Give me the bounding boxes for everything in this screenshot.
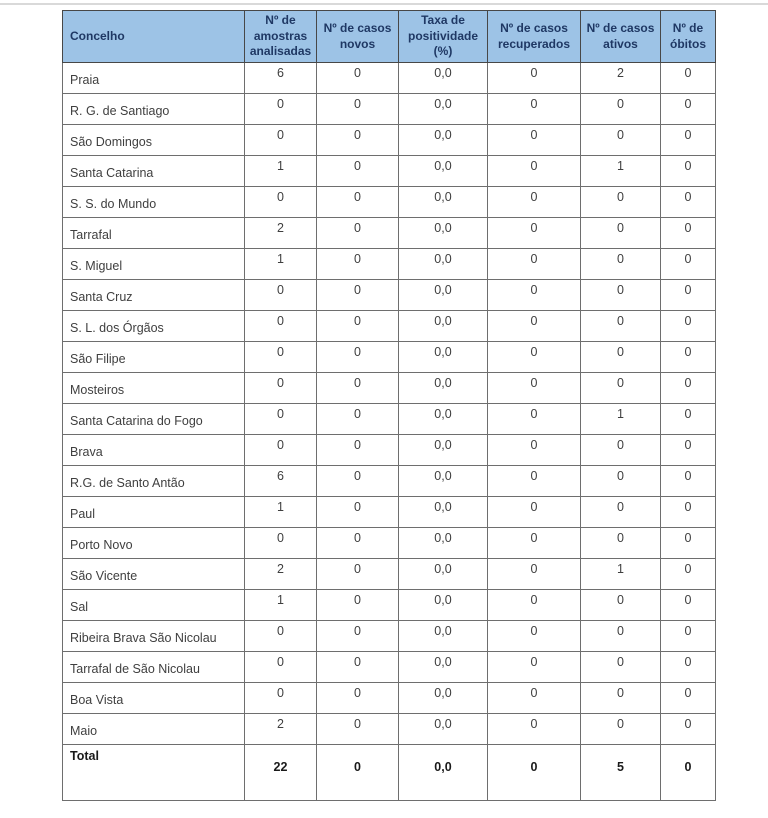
cell-novos: 0 — [317, 466, 399, 497]
total-novos: 0 — [317, 745, 399, 801]
cell-concelho: Tarrafal — [63, 218, 245, 249]
cell-amostras: 0 — [245, 125, 317, 156]
cell-obitos: 0 — [661, 249, 716, 280]
cell-ativos: 0 — [581, 125, 661, 156]
cell-novos: 0 — [317, 621, 399, 652]
cell-amostras: 1 — [245, 590, 317, 621]
cell-concelho: S. S. do Mundo — [63, 187, 245, 218]
cell-concelho: R.G. de Santo Antão — [63, 466, 245, 497]
cell-ativos: 0 — [581, 249, 661, 280]
total-row — [63, 745, 716, 801]
cell-recuperados: 0 — [488, 342, 581, 373]
cell-taxa: 0,0 — [399, 497, 488, 528]
cell-novos: 0 — [317, 652, 399, 683]
cell-amostras: 0 — [245, 435, 317, 466]
cell-concelho: Paul — [63, 497, 245, 528]
table-row — [63, 218, 716, 249]
cell-novos: 0 — [317, 280, 399, 311]
cell-taxa: 0,0 — [399, 714, 488, 745]
cell-novos: 0 — [317, 94, 399, 125]
report-table-container — [62, 10, 716, 801]
cell-recuperados: 0 — [488, 156, 581, 187]
cell-taxa: 0,0 — [399, 187, 488, 218]
cell-novos: 0 — [317, 342, 399, 373]
table-row — [63, 280, 716, 311]
cell-concelho: Santa Cruz — [63, 280, 245, 311]
cell-taxa: 0,0 — [399, 218, 488, 249]
cell-obitos: 0 — [661, 466, 716, 497]
table-row — [63, 125, 716, 156]
table-row — [63, 559, 716, 590]
table-row — [63, 497, 716, 528]
cell-obitos: 0 — [661, 652, 716, 683]
cell-recuperados: 0 — [488, 621, 581, 652]
table-row — [63, 714, 716, 745]
cell-concelho: São Filipe — [63, 342, 245, 373]
cell-ativos: 0 — [581, 714, 661, 745]
cell-taxa: 0,0 — [399, 652, 488, 683]
cell-recuperados: 0 — [488, 652, 581, 683]
cell-taxa: 0,0 — [399, 466, 488, 497]
cell-taxa: 0,0 — [399, 435, 488, 466]
cell-taxa: 0,0 — [399, 125, 488, 156]
cell-obitos: 0 — [661, 94, 716, 125]
column-header-ativos: Nº de casos ativos — [581, 11, 661, 63]
cell-concelho: R. G. de Santiago — [63, 94, 245, 125]
table-row — [63, 94, 716, 125]
cell-recuperados: 0 — [488, 280, 581, 311]
cell-recuperados: 0 — [488, 435, 581, 466]
header-row — [63, 11, 716, 63]
cell-novos: 0 — [317, 404, 399, 435]
cell-recuperados: 0 — [488, 466, 581, 497]
cell-amostras: 2 — [245, 559, 317, 590]
cell-concelho: Praia — [63, 63, 245, 94]
cell-taxa: 0,0 — [399, 249, 488, 280]
cell-taxa: 0,0 — [399, 280, 488, 311]
cell-taxa: 0,0 — [399, 94, 488, 125]
cell-obitos: 0 — [661, 280, 716, 311]
cell-recuperados: 0 — [488, 497, 581, 528]
total-ativos: 5 — [581, 745, 661, 801]
cell-amostras: 0 — [245, 683, 317, 714]
cell-novos: 0 — [317, 125, 399, 156]
table-row — [63, 466, 716, 497]
cell-ativos: 0 — [581, 528, 661, 559]
cell-concelho: São Vicente — [63, 559, 245, 590]
cell-ativos: 2 — [581, 63, 661, 94]
cell-concelho: S. Miguel — [63, 249, 245, 280]
cell-novos: 0 — [317, 559, 399, 590]
cell-concelho: Boa Vista — [63, 683, 245, 714]
cell-concelho: São Domingos — [63, 125, 245, 156]
cell-concelho: S. L. dos Órgãos — [63, 311, 245, 342]
table-row — [63, 590, 716, 621]
cell-taxa: 0,0 — [399, 373, 488, 404]
table-row — [63, 404, 716, 435]
cell-recuperados: 0 — [488, 559, 581, 590]
cell-recuperados: 0 — [488, 373, 581, 404]
cell-taxa: 0,0 — [399, 311, 488, 342]
cell-recuperados: 0 — [488, 528, 581, 559]
table-row — [63, 435, 716, 466]
cell-amostras: 2 — [245, 714, 317, 745]
cell-ativos: 0 — [581, 466, 661, 497]
cell-concelho: Santa Catarina — [63, 156, 245, 187]
cell-novos: 0 — [317, 218, 399, 249]
cell-amostras: 0 — [245, 373, 317, 404]
total-taxa: 0,0 — [399, 745, 488, 801]
cell-concelho: Porto Novo — [63, 528, 245, 559]
cell-concelho: Sal — [63, 590, 245, 621]
cell-ativos: 0 — [581, 342, 661, 373]
cell-concelho: Ribeira Brava São Nicolau — [63, 621, 245, 652]
total-amostras: 22 — [245, 745, 317, 801]
cell-obitos: 0 — [661, 683, 716, 714]
cell-novos: 0 — [317, 156, 399, 187]
cell-ativos: 0 — [581, 590, 661, 621]
total-recuperados: 0 — [488, 745, 581, 801]
cell-obitos: 0 — [661, 156, 716, 187]
cell-taxa: 0,0 — [399, 156, 488, 187]
cell-novos: 0 — [317, 187, 399, 218]
cell-obitos: 0 — [661, 435, 716, 466]
cell-novos: 0 — [317, 590, 399, 621]
cell-taxa: 0,0 — [399, 404, 488, 435]
cell-taxa: 0,0 — [399, 621, 488, 652]
cell-obitos: 0 — [661, 125, 716, 156]
cell-amostras: 6 — [245, 466, 317, 497]
cell-recuperados: 0 — [488, 218, 581, 249]
total-obitos: 0 — [661, 745, 716, 801]
cell-taxa: 0,0 — [399, 590, 488, 621]
cell-amostras: 0 — [245, 342, 317, 373]
cell-recuperados: 0 — [488, 590, 581, 621]
cell-amostras: 0 — [245, 311, 317, 342]
cell-obitos: 0 — [661, 621, 716, 652]
cell-recuperados: 0 — [488, 714, 581, 745]
cell-ativos: 0 — [581, 187, 661, 218]
column-header-novos: Nº de casos novos — [317, 11, 399, 63]
cell-concelho: Santa Catarina do Fogo — [63, 404, 245, 435]
table-row — [63, 63, 716, 94]
cell-ativos: 0 — [581, 621, 661, 652]
cell-obitos: 0 — [661, 497, 716, 528]
column-header-recuperados: Nº de casos recuperados — [488, 11, 581, 63]
cell-obitos: 0 — [661, 342, 716, 373]
cell-taxa: 0,0 — [399, 559, 488, 590]
cell-amostras: 0 — [245, 621, 317, 652]
cell-obitos: 0 — [661, 218, 716, 249]
table-row — [63, 528, 716, 559]
cell-taxa: 0,0 — [399, 683, 488, 714]
cell-amostras: 0 — [245, 94, 317, 125]
cell-recuperados: 0 — [488, 94, 581, 125]
cell-ativos: 0 — [581, 218, 661, 249]
cell-amostras: 1 — [245, 249, 317, 280]
page-top-rule — [0, 3, 768, 5]
cell-recuperados: 0 — [488, 683, 581, 714]
cell-recuperados: 0 — [488, 249, 581, 280]
cell-obitos: 0 — [661, 187, 716, 218]
table-row — [63, 156, 716, 187]
cell-amostras: 1 — [245, 156, 317, 187]
cell-amostras: 0 — [245, 652, 317, 683]
cell-novos: 0 — [317, 373, 399, 404]
cell-amostras: 0 — [245, 528, 317, 559]
cell-ativos: 0 — [581, 373, 661, 404]
column-header-amostras: Nº de amostras analisadas — [245, 11, 317, 63]
cell-amostras: 2 — [245, 218, 317, 249]
cell-amostras: 0 — [245, 404, 317, 435]
cell-ativos: 1 — [581, 404, 661, 435]
cell-novos: 0 — [317, 528, 399, 559]
cell-novos: 0 — [317, 435, 399, 466]
table-row — [63, 683, 716, 714]
cell-ativos: 0 — [581, 497, 661, 528]
cell-ativos: 0 — [581, 435, 661, 466]
cell-concelho: Tarrafal de São Nicolau — [63, 652, 245, 683]
column-header-taxa: Taxa de positividade (%) — [399, 11, 488, 63]
cell-obitos: 0 — [661, 311, 716, 342]
cell-novos: 0 — [317, 714, 399, 745]
total-label: Total — [63, 745, 245, 801]
cell-novos: 0 — [317, 63, 399, 94]
cell-ativos: 1 — [581, 156, 661, 187]
cell-amostras: 0 — [245, 280, 317, 311]
cell-recuperados: 0 — [488, 404, 581, 435]
cell-taxa: 0,0 — [399, 528, 488, 559]
cell-ativos: 0 — [581, 280, 661, 311]
cell-obitos: 0 — [661, 404, 716, 435]
cell-ativos: 0 — [581, 311, 661, 342]
cell-ativos: 0 — [581, 652, 661, 683]
cell-obitos: 0 — [661, 590, 716, 621]
cell-amostras: 0 — [245, 187, 317, 218]
cell-obitos: 0 — [661, 528, 716, 559]
cell-concelho: Mosteiros — [63, 373, 245, 404]
concelho-report-table — [62, 10, 716, 801]
cell-recuperados: 0 — [488, 125, 581, 156]
table-row — [63, 311, 716, 342]
cell-novos: 0 — [317, 497, 399, 528]
cell-obitos: 0 — [661, 63, 716, 94]
cell-novos: 0 — [317, 311, 399, 342]
cell-obitos: 0 — [661, 714, 716, 745]
cell-novos: 0 — [317, 683, 399, 714]
cell-concelho: Brava — [63, 435, 245, 466]
table-row — [63, 187, 716, 218]
cell-ativos: 0 — [581, 683, 661, 714]
table-row — [63, 652, 716, 683]
cell-concelho: Maio — [63, 714, 245, 745]
table-row — [63, 249, 716, 280]
cell-obitos: 0 — [661, 559, 716, 590]
cell-amostras: 6 — [245, 63, 317, 94]
cell-ativos: 1 — [581, 559, 661, 590]
cell-taxa: 0,0 — [399, 342, 488, 373]
cell-recuperados: 0 — [488, 187, 581, 218]
column-header-obitos: Nº de óbitos — [661, 11, 716, 63]
table-row — [63, 621, 716, 652]
cell-ativos: 0 — [581, 94, 661, 125]
table-row — [63, 373, 716, 404]
cell-novos: 0 — [317, 249, 399, 280]
cell-recuperados: 0 — [488, 63, 581, 94]
column-header-concelho: Concelho — [63, 11, 245, 63]
cell-recuperados: 0 — [488, 311, 581, 342]
cell-taxa: 0,0 — [399, 63, 488, 94]
cell-amostras: 1 — [245, 497, 317, 528]
table-row — [63, 342, 716, 373]
cell-obitos: 0 — [661, 373, 716, 404]
